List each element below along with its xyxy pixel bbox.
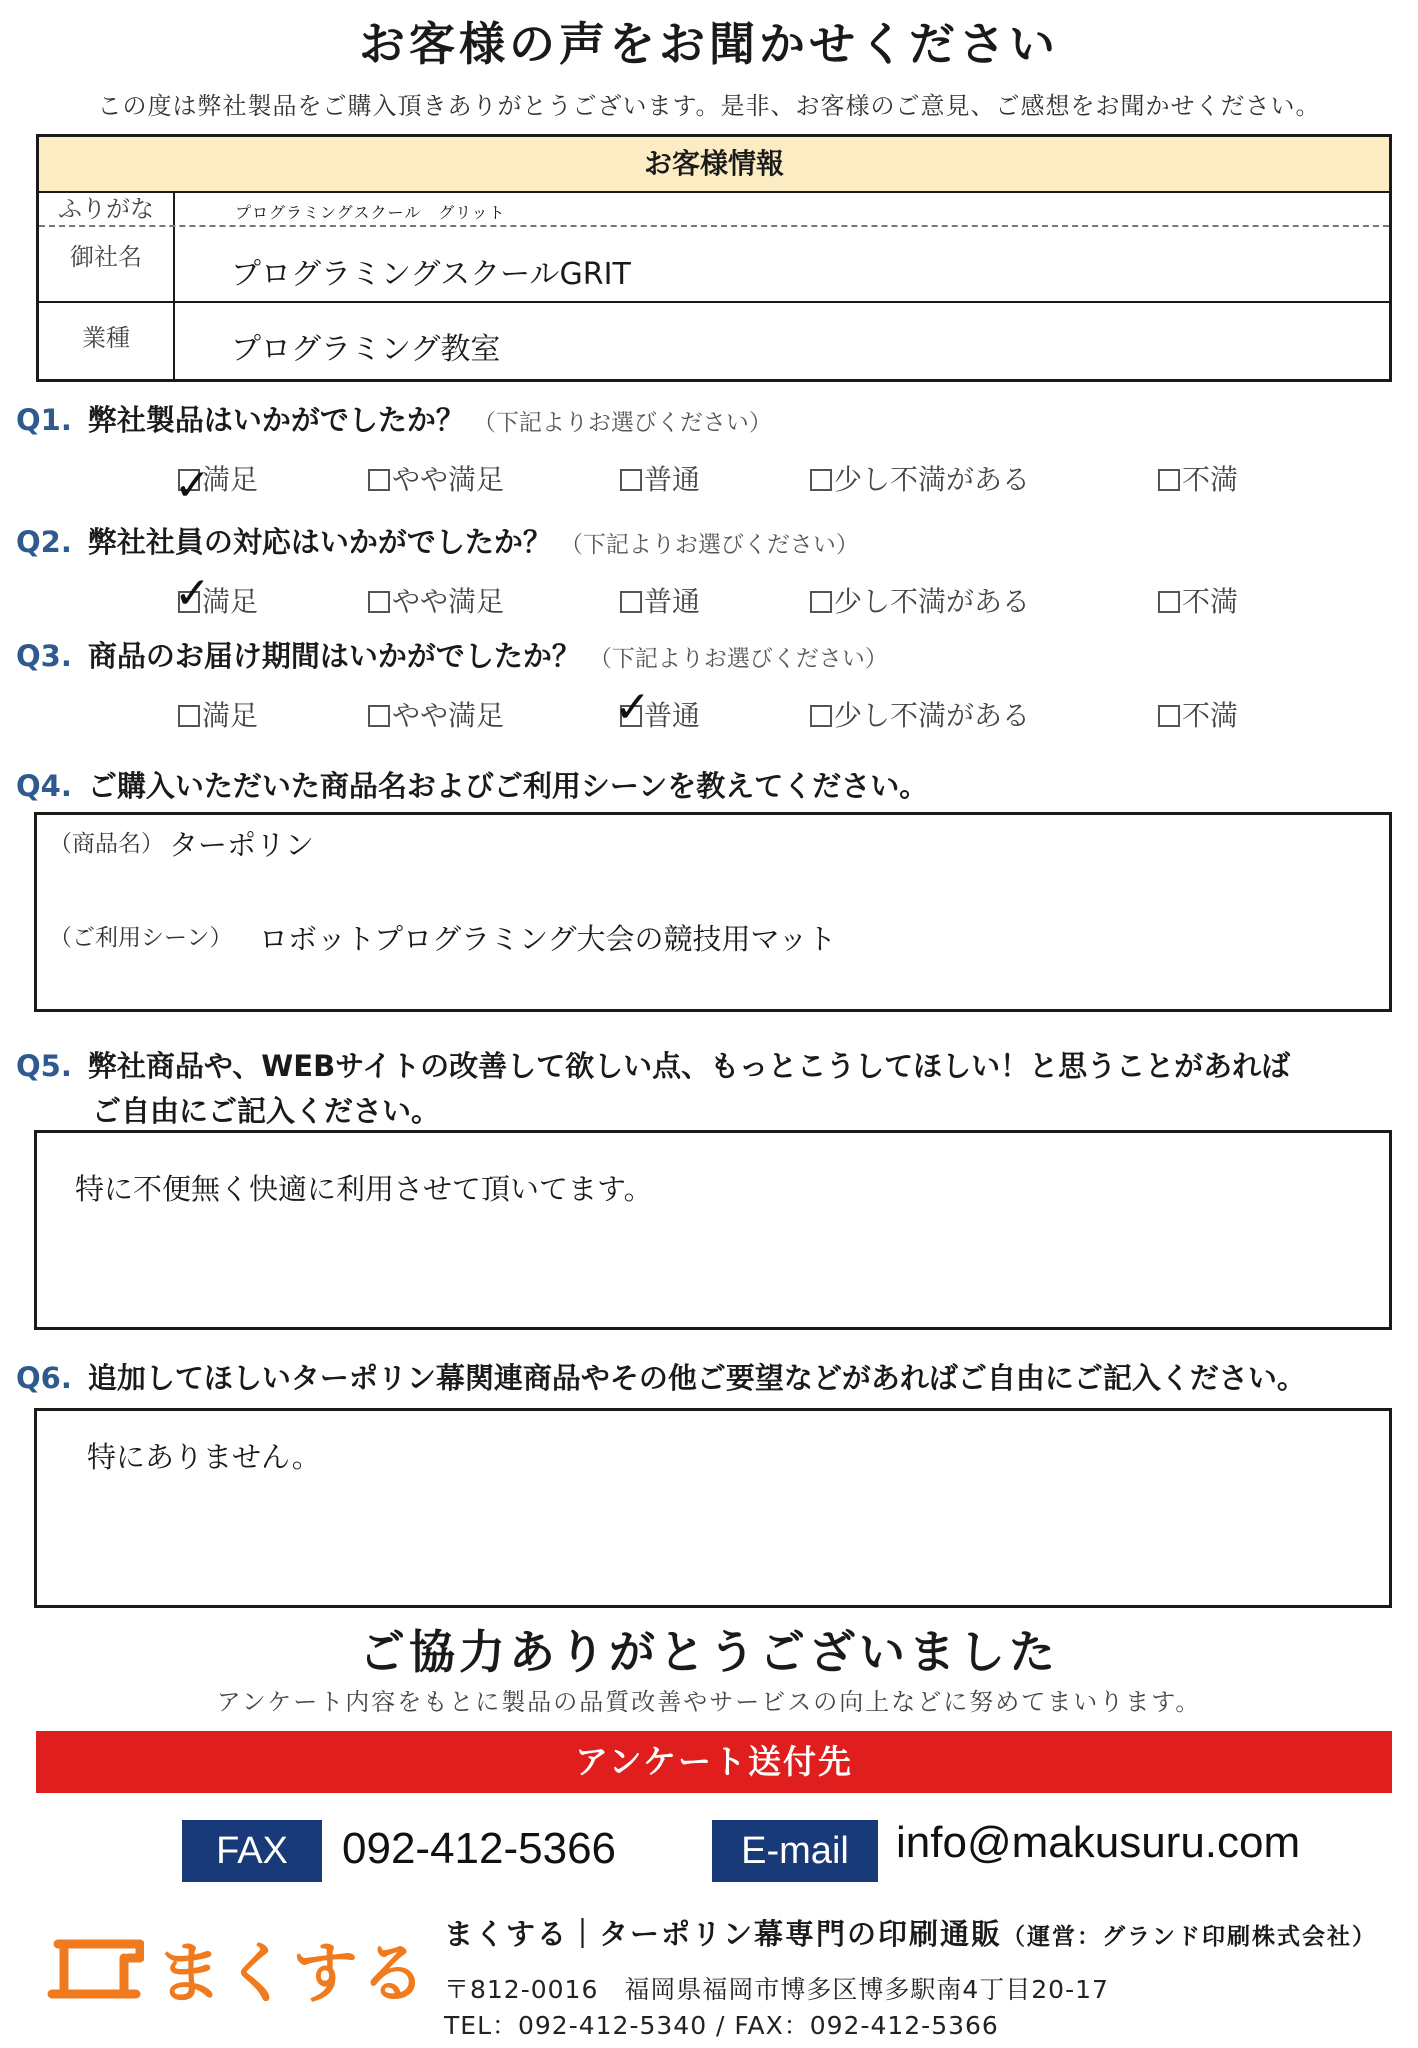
furigana-row (39, 193, 1389, 227)
industry-field[interactable]: プログラミング教室 (231, 332, 501, 367)
company-line (444, 1912, 1377, 1953)
checkmark-icon: ✓ (174, 568, 211, 619)
empty-checkbox-icon[interactable] (368, 705, 390, 727)
q2-option-somewhat-satisfied[interactable] (368, 580, 504, 620)
question-text: 弊社商品や、WEBサイトの改善して欲しい点、もっとこうしてほしい！と思うことがあれば (87, 1049, 1291, 1083)
q2-option-average[interactable] (620, 580, 700, 620)
q3-option-satisfied[interactable] (178, 694, 258, 734)
question-text: 商品のお届け期間はいかがでしたか？ (87, 639, 581, 673)
question-3 (16, 634, 888, 675)
product-value: ターポリン (169, 828, 315, 862)
q6-answer-box[interactable] (34, 1408, 1392, 1608)
thanks-subtext: アンケート内容をもとに製品の品質改善やサービスの向上などに努めてまいります。 (216, 1688, 1202, 1716)
question-hint: （下記よりお選びください） (472, 410, 772, 436)
brand-logo-text: まくする (156, 1935, 428, 2012)
checkmark-icon: ✓ (174, 460, 211, 511)
question-number: Q4. (16, 769, 72, 803)
company-tel-fax: TEL：092-412-5340 / FAX：092-412-5366 (444, 2011, 999, 2040)
q5-answer-text: 特に不便無く快適に利用させて頂いてます。 (75, 1172, 653, 1206)
option-label: 少し不満がある (834, 585, 1031, 618)
email-address[interactable]: info@makusuru.com (896, 1818, 1301, 1867)
fax-number[interactable]: 092-412-5366 (342, 1824, 617, 1873)
furigana-label: ふりがな (39, 193, 175, 225)
option-label: 満足 (202, 463, 259, 496)
question-2 (16, 520, 859, 561)
question-hint: （下記よりお選びください） (588, 646, 888, 672)
thanks-heading: ご協力ありがとうございました (359, 1625, 1059, 1679)
company-row (39, 227, 1389, 303)
q1-option-average[interactable] (620, 458, 700, 498)
option-label: やや満足 (392, 463, 505, 496)
q3-option-dissatisfied[interactable] (1158, 694, 1238, 734)
fax-tag: FAX (182, 1820, 322, 1882)
option-label: 不満 (1182, 463, 1239, 496)
q1-option-somewhat-dissatisfied[interactable] (810, 458, 1030, 498)
question-hint: （下記よりお選びください） (559, 532, 859, 558)
empty-checkbox-icon[interactable] (368, 591, 390, 613)
q1-option-somewhat-satisfied[interactable] (368, 458, 504, 498)
question-number: Q3. (16, 639, 72, 673)
question-text: 弊社製品はいかがでしたか？ (87, 403, 465, 437)
q2-option-dissatisfied[interactable] (1158, 580, 1238, 620)
q4-answer-box[interactable] (34, 812, 1392, 1012)
empty-checkbox-icon[interactable] (1158, 705, 1180, 727)
option-label: 普通 (644, 699, 701, 732)
q3-option-somewhat-satisfied[interactable] (368, 694, 504, 734)
email-tag: E-mail (712, 1820, 878, 1882)
question-number: Q5. (16, 1049, 72, 1083)
product-label: （商品名） (49, 831, 164, 857)
empty-checkbox-icon[interactable] (620, 469, 642, 491)
question-5 (16, 1044, 1290, 1130)
customer-info-table (36, 134, 1392, 382)
option-label: 少し不満がある (834, 699, 1031, 732)
empty-checkbox-icon[interactable] (1158, 591, 1180, 613)
checkmark-icon: ✓ (614, 682, 651, 733)
option-label: 普通 (644, 463, 701, 496)
question-text-line2: ご自由にご記入ください。 (92, 1094, 441, 1128)
option-label: 不満 (1182, 699, 1239, 732)
q6-answer-text: 特にありません。 (87, 1440, 321, 1474)
send-to-banner: アンケート送付先 (36, 1731, 1392, 1793)
page-title: お客様の声をお聞かせください (359, 17, 1059, 71)
curtain-logo-icon (44, 1936, 144, 2008)
question-text: ご購入いただいた商品名およびご利用シーンを教えてください。 (87, 769, 929, 803)
question-4 (16, 764, 928, 805)
question-text: 追加してほしいターポリン幕関連商品やその他ご要望などがあればご自由にご記入ください。 (87, 1361, 1306, 1395)
scene-value: ロボットプログラミング大会の競技用マット (259, 922, 837, 956)
q5-answer-box[interactable] (34, 1130, 1392, 1330)
empty-checkbox-icon[interactable] (1158, 469, 1180, 491)
q2-option-somewhat-dissatisfied[interactable] (810, 580, 1030, 620)
company-name: まくする｜ターポリン幕専門の印刷通販 (444, 1917, 1003, 1951)
industry-row (39, 303, 1389, 379)
empty-checkbox-icon[interactable] (620, 591, 642, 613)
question-6 (16, 1356, 1306, 1397)
scene-label: （ご利用シーン） (49, 925, 233, 951)
empty-checkbox-icon[interactable] (810, 469, 832, 491)
option-label: 満足 (202, 585, 259, 618)
option-label: 満足 (202, 699, 259, 732)
q3-option-somewhat-dissatisfied[interactable] (810, 694, 1030, 734)
option-label: 少し不満がある (834, 463, 1031, 496)
question-1 (16, 398, 772, 439)
industry-label: 業種 (39, 303, 175, 379)
company-operator: （運営：グランド印刷株式会社） (1002, 1924, 1378, 1950)
option-label: やや満足 (392, 585, 505, 618)
company-label: 御社名 (39, 227, 175, 301)
company-field[interactable]: プログラミングスクールGRIT (231, 257, 631, 292)
question-number: Q6. (16, 1361, 72, 1395)
empty-checkbox-icon[interactable] (178, 705, 200, 727)
option-label: やや満足 (392, 699, 505, 732)
question-text: 弊社社員の対応はいかがでしたか？ (87, 525, 552, 559)
question-number: Q2. (16, 525, 72, 559)
option-label: 普通 (644, 585, 701, 618)
empty-checkbox-icon[interactable] (810, 591, 832, 613)
empty-checkbox-icon[interactable] (810, 705, 832, 727)
question-number: Q1. (16, 403, 72, 437)
option-label: 不満 (1182, 585, 1239, 618)
q1-option-dissatisfied[interactable] (1158, 458, 1238, 498)
company-address: 〒812-0016 福岡県福岡市博多区博多駅南4丁目20-17 (444, 1975, 1109, 2004)
page-subtitle: この度は弊社製品をご購入頂きありがとうございます。是非、お客様のご意見、ご感想をお聞かせください。 (97, 92, 1321, 120)
furigana-field[interactable]: プログラミングスクール グリット (235, 203, 506, 222)
empty-checkbox-icon[interactable] (368, 469, 390, 491)
customer-info-header: お客様情報 (39, 137, 1389, 193)
